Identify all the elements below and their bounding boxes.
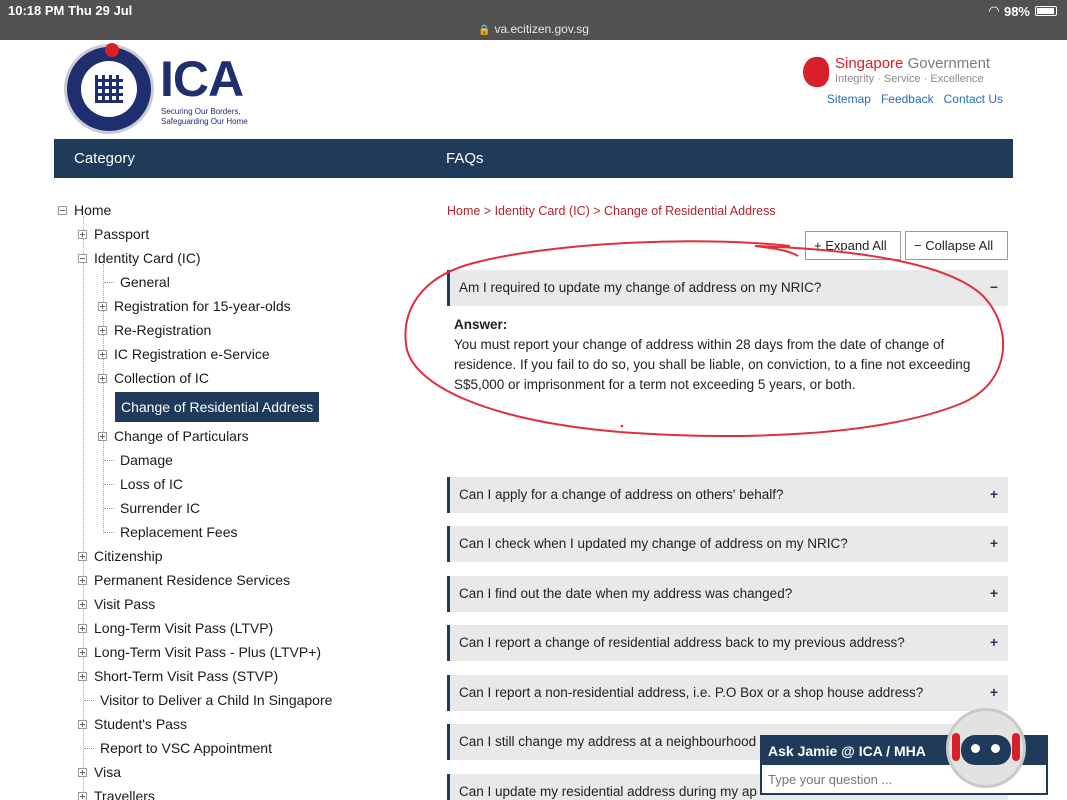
faq-question: Can I report a change of residential address back to my previous address? [459, 635, 905, 650]
tree-item-damage[interactable]: Damage [104, 450, 173, 470]
tree-item-pr-services[interactable]: Permanent Residence Services [78, 570, 290, 590]
ica-logo[interactable] [64, 44, 254, 134]
expand-icon [78, 792, 87, 800]
battery-icon [1035, 6, 1057, 16]
status-right [989, 3, 1057, 19]
faq-question: Am I required to update my change of address on my NRIC? [459, 280, 822, 295]
faq-question: Can I still change my address at a neighbourhood [459, 734, 757, 749]
tree-item-loss-of-ic[interactable]: Loss of IC [104, 474, 183, 494]
tree-item-visitor-deliver-child[interactable]: Visitor to Deliver a Child In Singapore [84, 690, 332, 710]
plus-icon[interactable]: + [989, 535, 998, 551]
expand-icon [98, 350, 107, 359]
minus-icon[interactable]: − [989, 279, 998, 295]
url-text: va.ecitizen.gov.sg [494, 22, 589, 36]
expand-icon [78, 768, 87, 777]
tree-item-re-registration[interactable]: Re-Registration [98, 320, 211, 340]
govt-name: Singapore Government [835, 55, 991, 72]
tree-item-vsc-appointment[interactable]: Report to VSC Appointment [84, 738, 272, 758]
faq-item[interactable] [447, 526, 1008, 562]
faq-question: Can I check when I updated my change of address on my NRIC? [459, 536, 848, 551]
tree-item-ic-e-service[interactable]: IC Registration e-Service [98, 344, 270, 364]
contact-us-link[interactable]: Contact Us [943, 92, 1003, 106]
tree-item-ltvp-plus[interactable]: Long-Term Visit Pass - Plus (LTVP+) [78, 642, 321, 662]
wifi-icon: ◠ [988, 3, 999, 18]
chatbot-avatar-icon[interactable] [946, 708, 1026, 788]
tree-item-visit-pass[interactable]: Visit Pass [78, 594, 155, 614]
expand-icon [78, 648, 87, 657]
logo-tagline: Securing Our Borders, Safeguarding Our Home [161, 107, 248, 126]
plus-icon[interactable]: + [989, 634, 998, 650]
expand-icon [78, 230, 87, 239]
status-date: Thu 29 Jul [68, 3, 133, 18]
expand-icon [78, 720, 87, 729]
tree-item-ltvp[interactable]: Long-Term Visit Pass (LTVP) [78, 618, 273, 638]
status-time: 10:18 PM [8, 3, 65, 18]
status-bar [0, 0, 1067, 22]
faq-question: Can I update my residential address during my ap [459, 784, 757, 799]
plus-icon[interactable]: + [989, 684, 998, 700]
tree-item-general[interactable]: General [104, 272, 170, 292]
faq-question: Can I find out the date when my address was changed? [459, 586, 793, 601]
tree-item-stvp[interactable]: Short-Term Visit Pass (STVP) [78, 666, 278, 686]
answer-text: You must report your change of address within 28 days from the date of change of residence. If you fail to do so, you shall be liable, on conviction, to a fine not exceeding S$5,000 or imprisonment for a term not exceeding 5 years, or both. [454, 337, 971, 392]
tree-item-citizenship[interactable]: Citizenship [78, 546, 162, 566]
expand-icon [78, 672, 87, 681]
tree-item-identity-card[interactable]: Identity Card (IC) [78, 248, 201, 268]
expand-icon [98, 374, 107, 383]
tree-item-home[interactable]: Home [58, 200, 111, 220]
faq-answer [454, 315, 999, 395]
plus-icon[interactable]: + [989, 486, 998, 502]
lion-head-icon [803, 57, 829, 87]
expand-icon [78, 576, 87, 585]
tree-item-students-pass[interactable]: Student's Pass [78, 714, 187, 734]
tree-item-surrender-ic[interactable]: Surrender IC [104, 498, 200, 518]
sitemap-link[interactable]: Sitemap [826, 92, 871, 106]
expand-icon [78, 552, 87, 561]
feedback-link[interactable]: Feedback [880, 92, 934, 106]
logo-text: ICA [160, 51, 244, 107]
expand-icon [98, 326, 107, 335]
expand-icon [78, 600, 87, 609]
expand-icon [98, 432, 107, 441]
collapse-icon [78, 254, 87, 263]
top-links [827, 92, 1003, 106]
faq-question: Can I apply for a change of address on others' behalf? [459, 487, 784, 502]
tree-item-change-of-residential-address[interactable]: Change of Residential Address [115, 392, 319, 422]
plus-icon[interactable]: + [989, 585, 998, 601]
faqs-heading: FAQs [446, 150, 484, 167]
tree-item-change-of-particulars[interactable]: Change of Particulars [98, 426, 249, 446]
address-bar[interactable] [0, 22, 1067, 40]
tree-item-visa[interactable]: Visa [78, 762, 121, 782]
tree-item-registration-15[interactable]: Registration for 15-year-olds [98, 296, 291, 316]
battery-percent: 98% [1003, 3, 1030, 19]
tree-item-passport[interactable]: Passport [78, 224, 149, 244]
govt-motto: Integrity · Service · Excellence [835, 73, 984, 85]
collapse-all-button[interactable]: − Collapse All [905, 231, 1008, 260]
faq-item[interactable] [447, 576, 1008, 612]
answer-label: Answer: [454, 317, 508, 332]
chat-title: Ask Jamie @ ICA / MHA [762, 737, 1046, 765]
faq-item[interactable] [447, 477, 1008, 513]
faq-item[interactable] [447, 625, 1008, 661]
tree-item-travellers[interactable]: Travellers [78, 786, 155, 800]
crest-icon [64, 44, 154, 134]
section-navbar [54, 139, 1013, 178]
faq-item[interactable] [447, 675, 1008, 711]
expand-icon [98, 302, 107, 311]
faq-item-expanded[interactable] [447, 270, 1008, 306]
lock-icon: 🔒 [478, 25, 491, 36]
faq-question: Can I report a non-residential address, i.e. P.O Box or a shop house address? [459, 685, 924, 700]
expand-icon [78, 624, 87, 633]
breadcrumb[interactable]: Home > Identity Card (IC) > Change of Residential Address [447, 204, 776, 218]
expand-all-button[interactable]: + Expand All [805, 231, 901, 260]
tree-item-replacement-fees[interactable]: Replacement Fees [104, 522, 238, 542]
chat-input[interactable] [764, 766, 984, 792]
sg-government-logo[interactable] [803, 55, 1003, 89]
category-heading: Category [74, 150, 135, 167]
tree-item-collection-of-ic[interactable]: Collection of IC [98, 368, 209, 388]
